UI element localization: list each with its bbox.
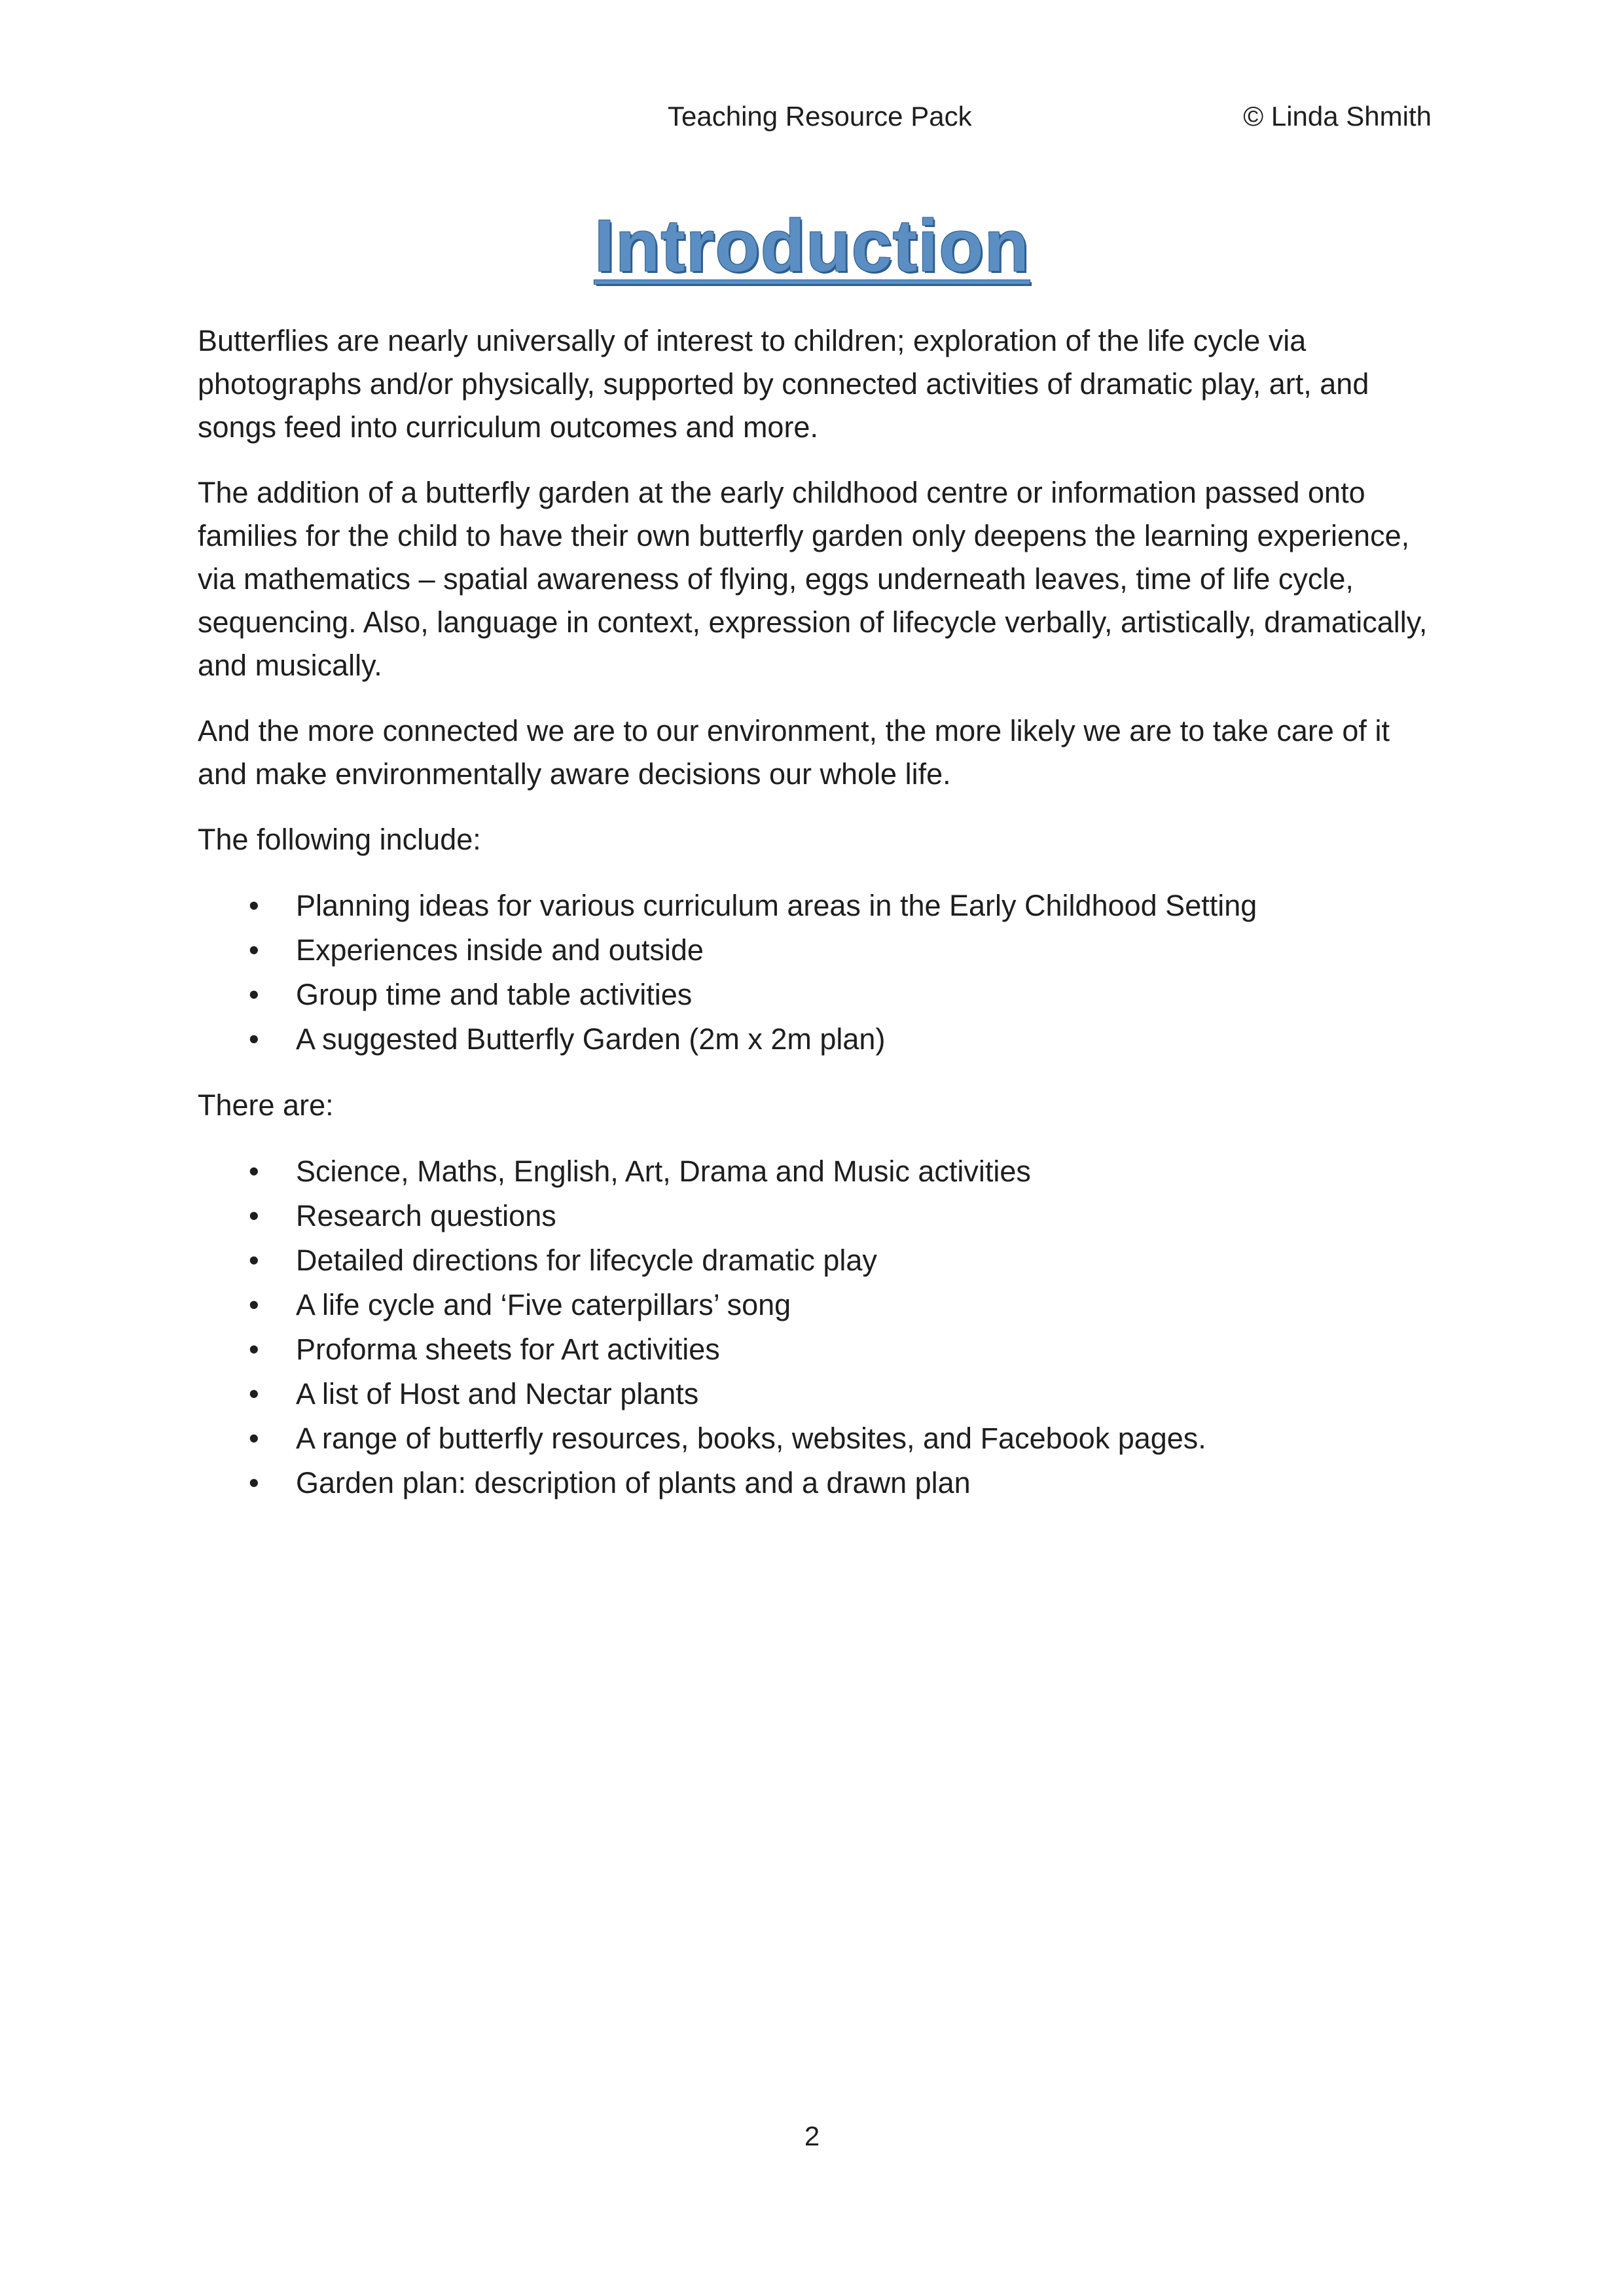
list-item: [198, 1327, 1441, 1372]
paragraph-1: Butterflies are nearly universally of interest to children; exploration of the life cycle via photographs and/or physically, supported by connected activities of dramatic play, art, and songs feed into curriculum outcomes and more.: [198, 324, 1369, 444]
list-item: [198, 973, 1441, 1017]
list-item: [198, 1194, 1441, 1238]
list-item-text: Group time and table activities: [296, 978, 693, 1011]
list-item-text: Research questions: [296, 1199, 556, 1232]
bullet-icon: •: [249, 1244, 259, 1277]
list-item-text: Experiences inside and outside: [296, 933, 704, 967]
list-item: [198, 1017, 1441, 1062]
bullet-icon: •: [249, 1377, 259, 1410]
there-are-list: [198, 1149, 1441, 1505]
bullet-icon: •: [249, 1422, 259, 1455]
header-title: Teaching Resource Pack: [668, 101, 972, 132]
page-title: Introduction: [594, 205, 1030, 287]
includes-intro: The following include:: [198, 823, 481, 856]
body-content: [198, 319, 1441, 1528]
list-item-text: Proforma sheets for Art activities: [296, 1333, 720, 1366]
list-item-text: Planning ideas for various curriculum areas in the Early Childhood Setting: [296, 889, 1257, 922]
list-item: [198, 1283, 1441, 1327]
list-item: [198, 1461, 1441, 1505]
list-item: [198, 1372, 1441, 1416]
bullet-icon: •: [249, 1199, 259, 1232]
list-item-text: Garden plan: description of plants and a drawn plan: [296, 1466, 971, 1499]
there-are-intro: There are:: [198, 1088, 334, 1122]
bullet-icon: •: [249, 1155, 259, 1188]
list-item: [198, 1416, 1441, 1461]
bullet-icon: •: [249, 978, 259, 1011]
header-copyright: © Linda Shmith: [1243, 101, 1432, 132]
list-item-text: A list of Host and Nectar plants: [296, 1377, 699, 1410]
list-item-text: Detailed directions for lifecycle dramatic play: [296, 1244, 877, 1277]
list-item-text: A life cycle and ‘Five caterpillars’ song: [296, 1288, 791, 1321]
list-item: [198, 928, 1441, 973]
list-item: [198, 1238, 1441, 1283]
bullet-icon: •: [249, 1022, 259, 1056]
paragraph-3: And the more connected we are to our environment, the more likely we are to take care of it and make environmentally aware decisions our whole life.: [198, 714, 1390, 791]
bullet-icon: •: [249, 933, 259, 967]
list-item-text: A suggested Butterfly Garden (2m x 2m plan): [296, 1022, 886, 1056]
list-item: [198, 884, 1441, 928]
list-item-text: Science, Maths, English, Art, Drama and Music activities: [296, 1155, 1031, 1188]
list-item-text: A range of butterfly resources, books, websites, and Facebook pages.: [296, 1422, 1206, 1455]
bullet-icon: •: [249, 1333, 259, 1366]
list-item: [198, 1149, 1441, 1194]
bullet-icon: •: [249, 889, 259, 922]
includes-list: [198, 884, 1441, 1062]
paragraph-2: The addition of a butterfly garden at the early childhood centre or information passed onto families for the child to have their own butterfly garden only deepens the learning experience, via mathematics – spatial awareness of flying, eggs underneath leaves, time of life cycle, sequencing. Also, language in context, expression of lifecycle verbally, artistically, dramatically, and musically.: [198, 476, 1428, 682]
page-number: 2: [804, 2121, 820, 2151]
bullet-icon: •: [249, 1466, 259, 1499]
bullet-icon: •: [249, 1288, 259, 1321]
